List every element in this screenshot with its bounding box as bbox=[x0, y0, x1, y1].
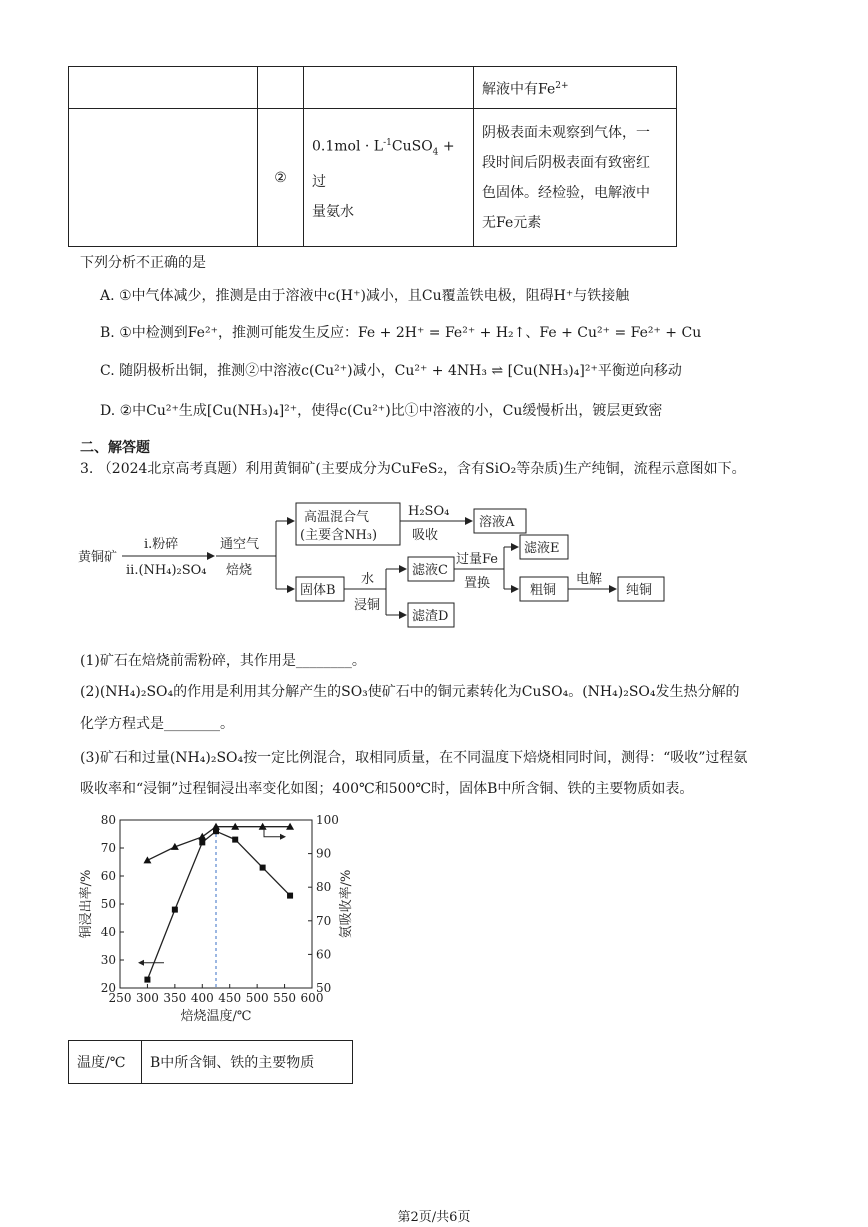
table-header-temp: 温度/℃ bbox=[69, 1041, 142, 1084]
right-axis-arrow bbox=[264, 827, 280, 837]
experiment-number: ② bbox=[258, 109, 304, 247]
section-title: 二、解答题 bbox=[80, 440, 150, 456]
table-cell bbox=[69, 67, 258, 109]
y-right-tick-label: 100 bbox=[316, 813, 339, 827]
y-left-tick-label: 80 bbox=[100, 813, 116, 827]
flow-leach-bottom: 浸铜 bbox=[354, 598, 381, 613]
flow-replace-bottom: 置换 bbox=[464, 576, 491, 591]
x-tick-label: 400 bbox=[190, 991, 214, 1005]
data-point-square bbox=[232, 837, 238, 843]
flow-pure-cu: 纯铜 bbox=[626, 583, 653, 598]
y-right-axis-label: 氨吸收率/% bbox=[339, 869, 354, 939]
table-cell bbox=[69, 109, 258, 247]
result-cell: 解液中有$Fe^{2+}$ bbox=[474, 67, 677, 109]
leaching-chart bbox=[68, 808, 368, 1036]
y-left-tick-label: 50 bbox=[100, 897, 116, 911]
flow-filtrate-e: 滤液E bbox=[524, 541, 560, 556]
flow-filtrate-c: 滤液C bbox=[412, 563, 448, 578]
x-tick-label: 250 bbox=[108, 991, 132, 1005]
option-b: B. ①中检测到Fe²⁺，推测可能发生反应：Fe + 2H⁺ = Fe²⁺ + H₂↑、Fe + Cu²⁺ = Fe²⁺ + Cu bbox=[100, 325, 702, 341]
y-right-tick-label: 70 bbox=[316, 913, 332, 928]
x-tick-label: 300 bbox=[135, 991, 159, 1005]
y-left-tick-label: 60 bbox=[100, 869, 116, 883]
y-left-axis-label: 铜浸出率/% bbox=[79, 869, 94, 939]
y-left-tick-label: 20 bbox=[100, 981, 116, 995]
data-point-square bbox=[172, 907, 178, 913]
data-point-triangle bbox=[143, 856, 151, 863]
flow-absorb-bottom: 吸收 bbox=[412, 528, 439, 543]
page-footer: 第2页/共6页 bbox=[397, 1210, 471, 1225]
flow-replace-top: 过量Fe bbox=[456, 552, 499, 567]
flow-start: 黄铜矿 bbox=[78, 550, 118, 565]
table-cell bbox=[258, 67, 304, 109]
x-tick-label: 350 bbox=[163, 991, 187, 1005]
data-point-triangle bbox=[198, 833, 206, 840]
question-3-3-line2: 吸收率和“浸铜”过程铜浸出率变化如图；400℃和500℃时，固体B中所含铜、铁的主要物质如表。 bbox=[80, 781, 694, 797]
option-a: A. ①中气体减少，推测是由于溶液中c(H⁺)减小，且Cu覆盖铁电极，阻碍H⁺与铁接触 bbox=[100, 288, 630, 304]
flow-gas-line2: (主要含NH₃) bbox=[300, 528, 378, 543]
x-tick-label: 450 bbox=[218, 991, 242, 1005]
table-cell bbox=[304, 67, 474, 109]
flow-step2-bottom: 焙烧 bbox=[226, 563, 253, 578]
table-header-material: B中所含铜、铁的主要物质 bbox=[142, 1041, 353, 1084]
y-left-tick-label: 40 bbox=[100, 925, 116, 939]
left-axis-arrowhead bbox=[138, 960, 144, 966]
option-c: C. 随阴极析出铜，推测②中溶液c(Cu²⁺)减小，Cu²⁺ + 4NH₃ ⇌ [Cu(NH₃)₄]²⁺平衡逆向移动 bbox=[100, 363, 682, 379]
data-point-square bbox=[144, 977, 150, 983]
x-tick-label: 500 bbox=[245, 991, 269, 1005]
flow-absorb-top: H₂SO₄ bbox=[408, 504, 450, 519]
data-point-square bbox=[199, 839, 205, 845]
flow-residue-d: 滤渣D bbox=[412, 609, 449, 624]
flow-step2-top: 通空气 bbox=[220, 537, 260, 552]
flow-leach-top: 水 bbox=[361, 572, 375, 587]
data-point-square bbox=[287, 893, 293, 899]
question-3-intro: 3. （2024北京高考真题）利用黄铜矿(主要成分为CuFeS₂，含有SiO₂等杂质)生产纯铜，流程示意图如下。 bbox=[80, 461, 746, 477]
x-axis-label: 焙烧温度/℃ bbox=[180, 1009, 252, 1024]
question-3-3-line1: (3)矿石和过量(NH₄)₂SO₄按一定比例混合，取相同质量，在不同温度下焙烧相同时间，测得：“吸收”过程氨 bbox=[80, 750, 748, 766]
right-axis-arrowhead bbox=[280, 834, 286, 840]
series-line-left bbox=[147, 831, 290, 979]
option-d: D. ②中Cu²⁺生成[Cu(NH₃)₄]²⁺，使得c(Cu²⁺)比①中溶液的小，Cu缓慢析出，镀层更致密 bbox=[100, 403, 663, 419]
question-3-2-line1: (2)(NH₄)₂SO₄的作用是利用其分解产生的SO₃使矿石中的铜元素转化为CuSO₄。(NH₄)₂SO₄发生热分解的 bbox=[80, 684, 740, 700]
y-left-tick-label: 30 bbox=[100, 953, 116, 967]
flow-crude-cu: 粗铜 bbox=[530, 583, 557, 598]
y-right-tick-label: 90 bbox=[316, 846, 332, 861]
flow-step1-bottom: ii.(NH₄)₂SO₄ bbox=[126, 563, 207, 578]
question-3-1: (1)矿石在焙烧前需粉碎，其作用是________。 bbox=[80, 653, 366, 669]
flow-diagram bbox=[76, 495, 696, 635]
x-tick-label: 550 bbox=[273, 991, 297, 1005]
y-right-tick-label: 50 bbox=[316, 981, 332, 995]
result-cell: 阴极表面未观察到气体，一 段时间后阴极表面有致密红 色固体。经检验，电解液中 无Fe元素 bbox=[474, 109, 677, 247]
flow-solution-a: 溶液A bbox=[479, 515, 515, 530]
y-right-tick-label: 80 bbox=[316, 880, 332, 895]
solution-cell: $0.1mol \cdot L^{-1}CuSO_4$ + 过 量氨水 bbox=[304, 109, 474, 247]
flow-gas-line1: 高温混合气 bbox=[304, 510, 370, 525]
question-intro: 下列分析不正确的是 bbox=[80, 255, 206, 271]
flow-electrolysis: 电解 bbox=[576, 572, 603, 587]
x-tick-label: 600 bbox=[300, 991, 324, 1005]
y-right-tick-label: 60 bbox=[316, 947, 332, 962]
flow-step1-top: i.粉碎 bbox=[144, 537, 179, 552]
y-left-tick-label: 70 bbox=[100, 841, 116, 855]
data-point-square bbox=[260, 865, 266, 871]
experiment-table bbox=[68, 66, 677, 247]
flow-solid-b: 固体B bbox=[300, 583, 336, 598]
question-3-2-line2: 化学方程式是________。 bbox=[80, 716, 234, 732]
material-table bbox=[68, 1040, 353, 1084]
